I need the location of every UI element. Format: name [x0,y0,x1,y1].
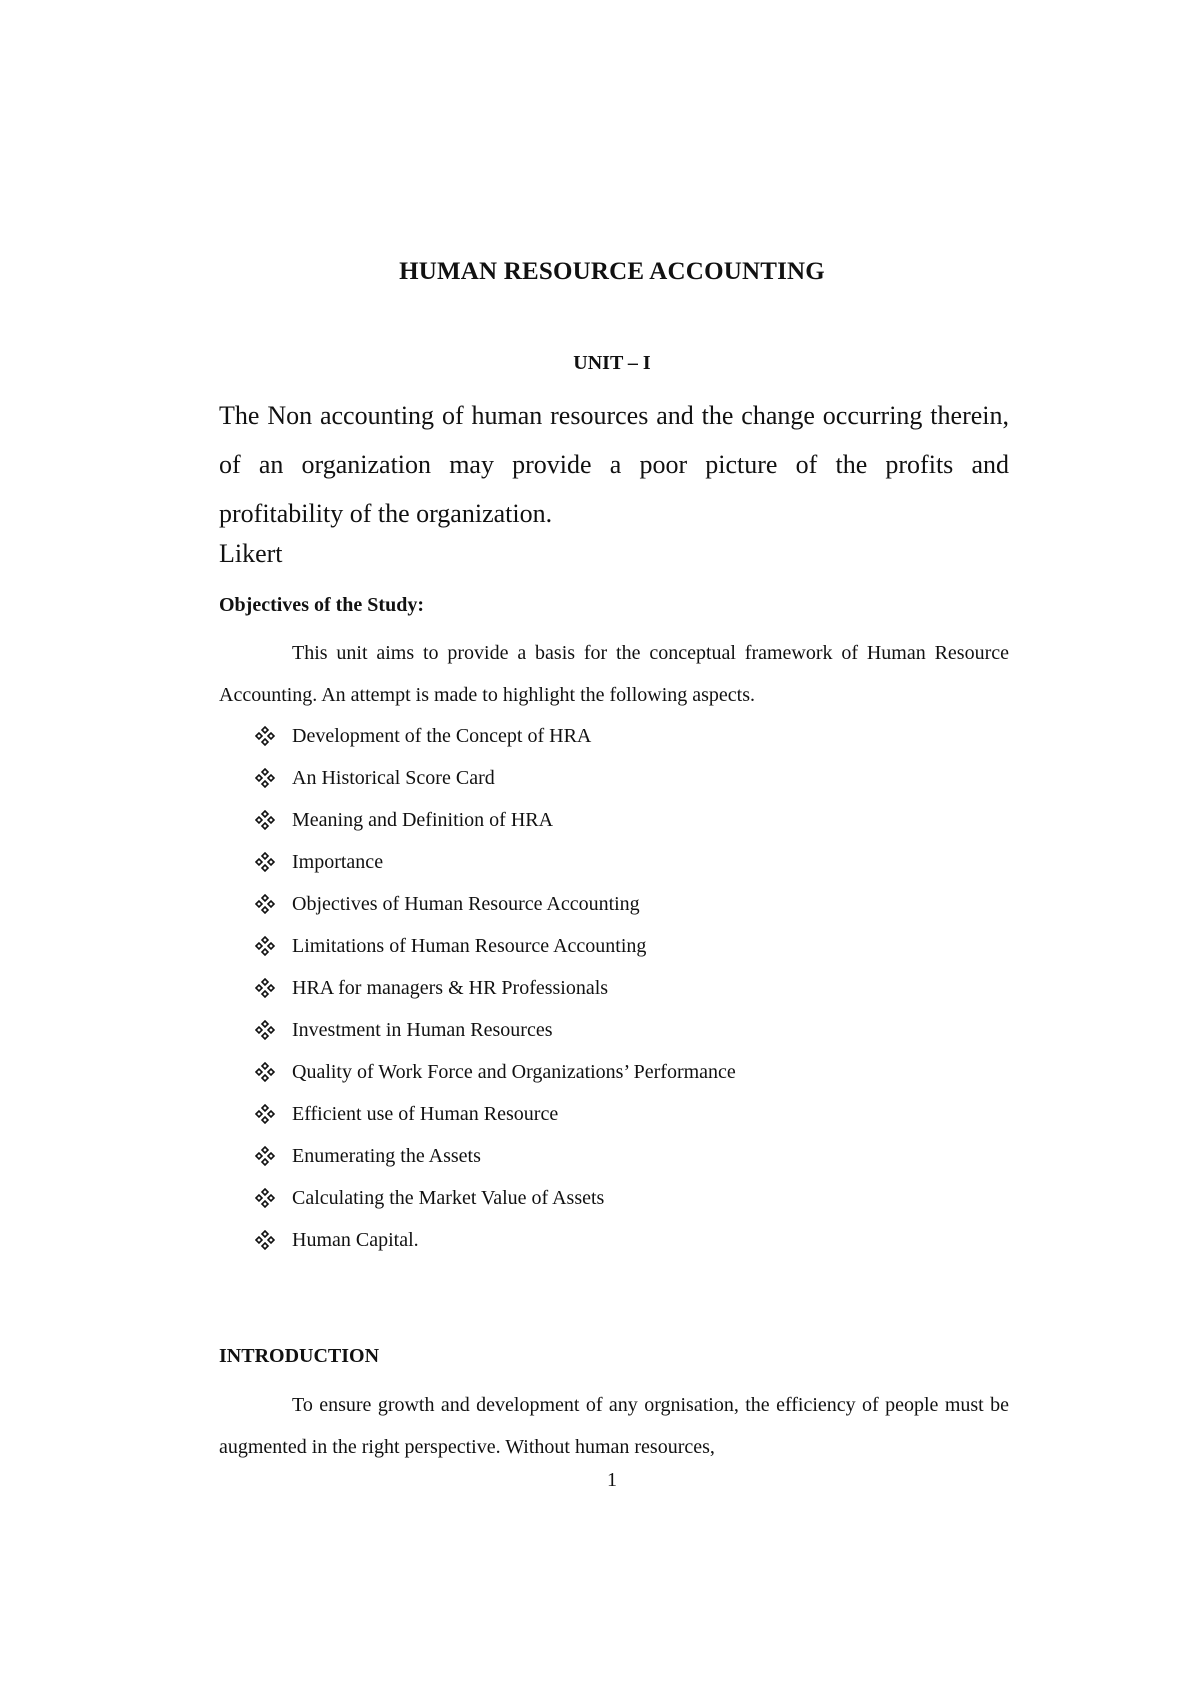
list-item-text: Quality of Work Force and Organizations’ Performance [292,1061,736,1083]
list-item-text: Meaning and Definition of HRA [292,809,554,831]
four-diamond-bullet-icon [255,1104,275,1124]
list-item-text: Importance [292,851,384,873]
unit-heading: UNIT – I [573,352,651,374]
list-item-text: Development of the Concept of HRA [292,725,592,747]
list-item-text: Investment in Human Resources [292,1019,553,1041]
four-diamond-bullet-icon [255,768,275,788]
list-item [255,799,736,841]
list-item [255,1051,736,1093]
list-item-text: An Historical Score Card [292,767,495,789]
document-title: HUMAN RESOURCE ACCOUNTING [399,258,825,285]
list-item-text: Limitations of Human Resource Accounting [292,935,647,957]
introduction-paragraph: To ensure growth and development of any orgnisation, the efficiency of people must be augmented in the right perspective. Without human resources, [219,1394,1009,1458]
quote-author: Likert [219,539,283,568]
list-item [255,1009,736,1051]
four-diamond-bullet-icon [255,726,275,746]
list-item-text: HRA for managers & HR Professionals [292,977,609,999]
list-item-text: Enumerating the Assets [292,1145,481,1167]
four-diamond-bullet-icon [255,1062,275,1082]
four-diamond-bullet-icon [255,978,275,998]
four-diamond-bullet-icon [255,810,275,830]
list-item [255,715,736,757]
list-item-text: Calculating the Market Value of Assets [292,1187,605,1209]
list-item [255,757,736,799]
four-diamond-bullet-icon [255,894,275,914]
list-item [255,967,736,1009]
list-item [255,1093,736,1135]
list-item [255,1177,736,1219]
four-diamond-bullet-icon [255,1020,275,1040]
introduction-heading: INTRODUCTION [219,1345,380,1367]
opening-quote: The Non accounting of human resources and the change occurring therein, of an organization may provide a poor picture of the profits and profitability of the organization. [219,401,1009,528]
list-item-text: Objectives of Human Resource Accounting [292,893,640,915]
list-item-text: Human Capital. [292,1229,419,1251]
four-diamond-bullet-icon [255,1230,275,1250]
four-diamond-bullet-icon [255,936,275,956]
list-item [255,883,736,925]
aspects-list [255,715,736,1261]
list-item [255,1135,736,1177]
objectives-paragraph: This unit aims to provide a basis for the conceptual framework of Human Resource Accounting. An attempt is made to highlight the following aspects. [219,642,1009,706]
four-diamond-bullet-icon [255,852,275,872]
page-number: 1 [607,1469,617,1491]
four-diamond-bullet-icon [255,1188,275,1208]
list-item-text: Efficient use of Human Resource [292,1103,559,1125]
objectives-heading: Objectives of the Study: [219,594,424,616]
list-item [255,925,736,967]
list-item [255,1219,736,1261]
four-diamond-bullet-icon [255,1146,275,1166]
list-item [255,841,736,883]
